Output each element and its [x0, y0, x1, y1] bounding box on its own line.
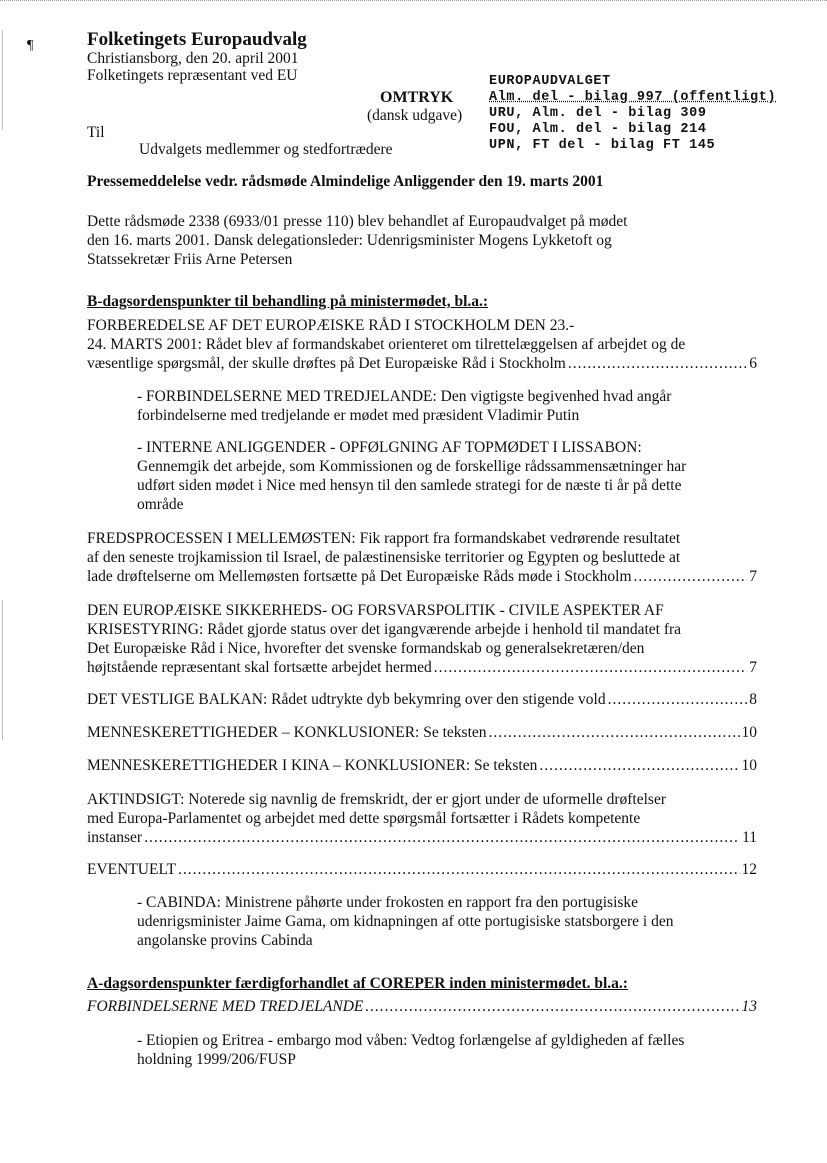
margin-mark: ¶ — [27, 38, 34, 53]
dot-leader — [568, 354, 747, 373]
item-sikkerhed — [87, 601, 757, 677]
a-items-heading: A-dagsordenspunkter færdigforhandlet af COREPER inden ministermødet. bl.a.: — [87, 975, 628, 992]
text-line: den 16. marts 2001. Dansk delegationsleder: Udenrigsminister Mogens Lykketoft og — [87, 232, 612, 249]
text-line: DEN EUROPÆISKE SIKKERHEDS- OG FORSVARSPOLITIK - CIVILE ASPEKTER AF — [87, 602, 664, 619]
text-line: - FORBINDELSERNE MED TREDJELANDE: Den vigtigste begivenhed hvad angår — [137, 388, 672, 405]
toc-line — [87, 828, 757, 847]
item-menneskerettigheder — [87, 723, 757, 742]
dot-leader — [365, 997, 739, 1016]
page-number: 7 — [749, 568, 757, 585]
text-line: Det Europæiske Råd i Nice, hvorefter det svenske formandskab og generalsekretæren/den — [87, 640, 645, 657]
toc-line — [87, 690, 757, 709]
page-number: 8 — [749, 691, 757, 708]
org-name: Folketingets Europaudvalg — [87, 29, 307, 50]
text-line: højtstående repræsentant skal fortsætte arbejdet hermed — [87, 659, 432, 676]
text-line: FORBINDELSERNE MED TREDJELANDE — [87, 998, 364, 1015]
page-number: 6 — [749, 355, 757, 372]
dot-leader — [178, 860, 740, 879]
text-line: område — [137, 496, 184, 513]
text-line: AKTINDSIGT: Noterede sig navnlig de fremskridt, der er gjort under de uformelle drøftelser — [87, 791, 667, 808]
scan-left-edge-lower — [2, 600, 3, 740]
text-line: - CABINDA: Ministrene påhørte under frokosten en rapport fra den portugisiske — [137, 894, 639, 911]
toc-line — [87, 567, 757, 586]
text-line: af den seneste trojkamission til Israel, de palæstinensiske territorier og Egypten og besluttede at — [87, 549, 681, 566]
page-number: 12 — [741, 861, 757, 878]
text-line: holdning 1999/206/FUSP — [137, 1051, 296, 1068]
item-aktindsigt — [87, 790, 757, 847]
sub-tredjelande — [137, 387, 757, 425]
text-line: MENNESKERETTIGHEDER I KINA – KONKLUSIONER: Se teksten — [87, 757, 538, 774]
scan-top-edge — [0, 0, 827, 3]
item-balkan — [87, 690, 757, 709]
scan-left-edge — [2, 30, 3, 130]
intro-paragraph — [87, 212, 757, 269]
toc-line — [87, 658, 757, 677]
toc-line — [87, 997, 757, 1016]
text-line: Statssekretær Friis Arne Petersen — [87, 251, 293, 268]
text-line: udenrigsminister Jaime Gama, om kidnapningen af otte portugisiske statsborgere i den — [137, 913, 674, 930]
toc-line — [87, 723, 757, 742]
text-line: Gennemgik det arbejde, som Kommissionen og de forskellige rådssammensætninger har — [137, 458, 687, 475]
text-line: EVENTUELT — [87, 861, 176, 878]
document-title: Pressemeddelelse vedr. rådsmøde Almindelige Anliggender den 19. marts 2001 — [87, 173, 604, 190]
ref-line: Alm. del - bilag 997 (offentligt) — [489, 90, 777, 105]
ref-line: URU, Alm. del - bilag 309 — [489, 106, 707, 121]
item-forberedelse — [87, 316, 757, 373]
dot-leader — [144, 828, 740, 847]
ref-line: UPN, FT del - bilag FT 145 — [489, 138, 716, 153]
text-line: væsentlige spørgsmål, der skulle drøftes på Det Europæiske Råd i Stockholm — [87, 355, 566, 372]
til-label: Til — [87, 124, 105, 141]
text-line: FREDSPROCESSEN I MELLEMØSTEN: Fik rapport fra formandskabet vedrørende resultatet — [87, 530, 681, 547]
text-line: KRISESTYRING: Rådet gjorde status over det igangværende arbejde i henhold til mandatet fra — [87, 621, 682, 638]
representative: Folketingets repræsentant ved EU — [87, 67, 298, 84]
text-line: - INTERNE ANLIGGENDER - OPFØLGNING AF TOPMØDET I LISSABON: — [137, 439, 642, 456]
text-line: - Etiopien og Eritrea - embargo mod våben: Vedtog forlængelse af gyldigheden af fælles — [137, 1032, 685, 1049]
page-number: 10 — [741, 724, 757, 741]
dot-leader — [489, 723, 740, 742]
item-fredsprocessen — [87, 529, 757, 586]
ref-title: EUROPAUDVALGET — [489, 74, 611, 89]
b-items-heading: B-dagsordenspunkter til behandling på ministermødet, bl.a.: — [87, 293, 489, 310]
dot-leader — [608, 690, 748, 709]
text-line: FORBEREDELSE AF DET EUROPÆISKE RÅD I STOCKHOLM DEN 23.- — [87, 317, 575, 334]
sub-etiopien — [137, 1031, 757, 1069]
dot-leader — [634, 567, 748, 586]
item-a-tredjelande — [87, 997, 757, 1016]
text-line: instanser — [87, 829, 143, 846]
text-line: 24. MARTS 2001: Rådet blev af formandskabet orienteret om tilrettelæggelsen af arbejdet og de — [87, 336, 686, 353]
item-eventuelt — [87, 860, 757, 879]
page-number: 13 — [741, 998, 757, 1015]
text-line: angolanske provins Cabinda — [137, 932, 313, 949]
text-line: lade drøftelserne om Mellemøsten fortsætte på Det Europæiske Råds møde i Stockholm — [87, 568, 632, 585]
text-line: MENNESKERETTIGHEDER – KONKLUSIONER: Se teksten — [87, 724, 487, 741]
sub-interne — [137, 438, 757, 514]
page-number: 7 — [749, 659, 757, 676]
text-line: udført siden mødet i Nice med hensyn til den samlede strategi for de næste ti år på dette — [137, 477, 682, 494]
dansk-udgave: (dansk udgave) — [367, 107, 463, 124]
item-menneskerettigheder-kina — [87, 756, 757, 775]
toc-line — [87, 756, 757, 775]
text-line: med Europa-Parlamentet og arbejdet med dette spørgsmål fortsætter i Rådets kompetente — [87, 810, 641, 827]
omtryk-label: OMTRYK — [380, 89, 454, 106]
toc-line — [87, 860, 757, 879]
dot-leader — [539, 756, 739, 775]
text-line: forbindelserne med tredjelande er mødet med præsident Vladimir Putin — [137, 407, 580, 424]
recipients: Udvalgets medlemmer og stedfortrædere — [139, 141, 393, 158]
dot-leader — [434, 658, 747, 677]
sub-cabinda — [137, 893, 757, 950]
page-number: 11 — [742, 829, 757, 846]
toc-line — [87, 354, 757, 373]
text-line: Dette rådsmøde 2338 (6933/01 presse 110) blev behandlet af Europaudvalget på mødet — [87, 213, 628, 230]
page-number: 10 — [741, 757, 757, 774]
place-date: Christiansborg, den 20. april 2001 — [87, 50, 299, 67]
ref-line: FOU, Alm. del - bilag 214 — [489, 122, 707, 137]
text-line: DET VESTLIGE BALKAN: Rådet udtrykte dyb bekymring over den stigende vold — [87, 691, 606, 708]
